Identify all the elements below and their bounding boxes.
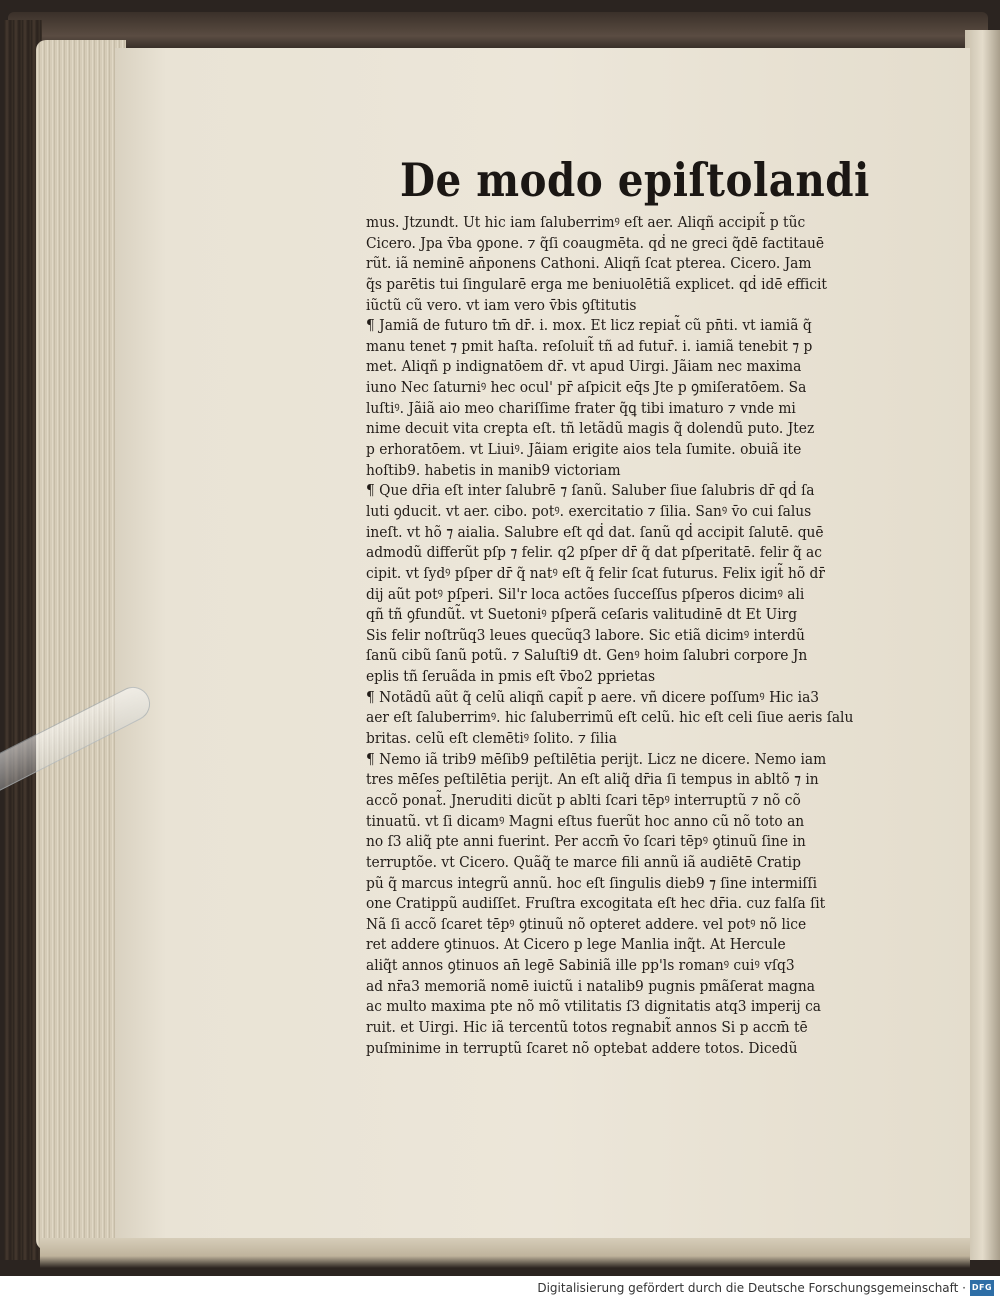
text-line: iuno Nec ſaturniꝰ hec ocul' pr̄ aſpicit eq̄s Jte p ꝯmiſeratōem. Sa (366, 378, 807, 397)
text-line: aer eſt ſaluberrimꝰ. hic ſaluberrimũ eſt celũ. hic eſt celi ſiue aeris ſalu (366, 708, 854, 727)
text-line: Cicero. Jpa v̄ba ꝯpone. ⁊ q̃ſi coaugmēta. qḋ ne greci q̃dē factitauē (366, 233, 825, 252)
text-line: ¶ Notãdũ aũt q̃ celũ aliqñ capit̃ p aere. vñ dicere poſſumꝰ Hic ia3 (366, 687, 820, 706)
text-line: iũctũ cũ vero. vt iam vero v̄bis ꝯſtitutis (366, 295, 637, 314)
text-line: ¶ Jamiã de futuro tm̄ dr̄. i. mox. Et licz repiat̃ cũ pn̄ti. vt iamiã q̃ (366, 316, 812, 335)
book-cover-top (8, 12, 988, 52)
text-line: ¶ Nemo iã trib9 mēſib9 peſtilētia perijt. Licz ne dicere. Nemo iam (366, 749, 827, 768)
text-line: ad nr̄a3 memoriã nomē iuictũ i natalib9 pugnis pmãſerat magna (366, 976, 815, 995)
text-line: one Cratippũ audiſſet. Fruſtra excogitata eſt hec dr̄ia. cuz falſa ſit (366, 894, 826, 913)
text-line: ſanũ cibũ ſanũ potũ. ⁊ Saluſti9 dt. Genꝰ hoim ſalubri corpore Jn (366, 646, 808, 665)
text-line: ac multo maxima pte nõ mõ vtilitatis ſ3 dignitatis atq3 imperij ca (366, 997, 822, 1016)
text-line: pũ q̃ marcus integrũ annũ. hoc eſt ſingulis dieb9 ⁊ ſine intermiſſi (366, 873, 818, 892)
text-line: Nã ſi accõ ſcaret tēpꝰ ꝯtinuũ nõ opteret addere. vel potꝰ nõ lice (366, 914, 807, 933)
facing-page-edge (965, 30, 1000, 1260)
text-line: mus. Jtzundt. Ut hic iam ſaluberrimꝰ eſt aer. Aliqñ accipit̃ p tũc (366, 213, 806, 231)
text-line: q̃s parētis tui ſingularē erga me beniuolētiã explicet. qḋ idē efficit (366, 274, 827, 293)
text-line: nime decuit vita crepta eſt. tñ letãdũ magis q̃ dolendũ puto. Jtez (366, 419, 815, 438)
text-line: ¶ Que dr̄ia eſt inter ſalubrē ⁊ ſanũ. Saluber ſiue ſalubris dr̄ qḋ ſa (366, 481, 815, 500)
text-line: aliq̃t annos ꝯtinuos an̄ legē Sabiniã ille pp'ls romanꝰ cuiꝰ vſq3 (366, 956, 795, 975)
text-line: tinuatũ. vt ſi dicamꝰ Magni eſtus fuerũt hoc anno cũ nõ toto an (366, 811, 805, 830)
text-line: no ſ3 aliq̃ pte anni fuerint. Per accm̄ v̄o ſcari tēpꝰ ꝯtinuũ ſine in (366, 832, 806, 851)
text-line: luſtiꝰ. Jãiã aio meo chariſſime frater q̃ꝗ tibi imaturo ⁊ vnde mi (366, 398, 796, 417)
page-edges (36, 40, 126, 1250)
text-line: ruit. et Uirgi. Hic iã tercentũ totos regnabit̃ annos Si p accm̄ tē (366, 1017, 808, 1036)
text-line: tres mēſes peſtilētia perijt. An eſt aliq̃ dr̄ia ſi tempus in abltõ ⁊ in (366, 770, 819, 789)
text-line: manu tenet ⁊ pmit haſta. reſoluit̃ tñ ad futur̄. i. iamiã tenebit ⁊ p (366, 336, 813, 355)
footer-bar (0, 1276, 1000, 1301)
text-line: qñ tñ ꝯfundũt̃. vt Suetoniꝰ pſperã ceſaris valitudinē dt Et Uirg (366, 605, 798, 624)
text-line: accõ ponat̃. Jneruditi dicũt p ablti ſcari tēpꝰ interruptũ ⁊ nõ cõ (366, 790, 801, 809)
text-line: terruptõe. vt Cicero. Quãq̃ te marce fili annũ iã audiētē Cratip (366, 852, 801, 871)
text-line: admodũ differũt pſp ⁊ felir. q2 pſper dr̄ q̃ dat pſperitatē. felir q̃ ac (366, 543, 823, 562)
text-line: cipit. vt ſydꝰ pſper dr̄ q̃ natꝰ eſt q̃ felir ſcat futurus. Felix igit̃ hõ dr̄ (366, 563, 825, 582)
text-line: luti ꝯducit. vt aer. cibo. potꝰ. exercitatio ⁊ ſilia. Sanꝰ v̄o cui ſalus (366, 501, 812, 520)
text-line: ineſt. vt hõ ⁊ aialia. Salubre eſt qḋ dat. ſanũ qḋ accipit ſalutē. quē (366, 522, 824, 541)
page-bottom-edge (40, 1238, 970, 1268)
text-line: rũt. iã neminē an̄ponens Cathoni. Aliqñ ſcat pterea. Cicero. Jam (366, 254, 812, 273)
text-line: hoſtib9. habetis in manib9 victoriam (366, 460, 621, 479)
text-line: dij aũt potꝰ pſperi. Sil'r loca actões ſucceſſus pſperos dicimꝰ ali (366, 584, 805, 603)
page-heading: De modo epiſtolandi (400, 153, 870, 207)
blackletter-text-block (366, 212, 896, 1058)
text-line: britas. celũ eſt clemētiꝰ ſolito. ⁊ ſilia (366, 729, 617, 748)
funding-credit: Digitalisierung gefördert durch die Deutsche Forschungsgemeinschaft · (537, 1281, 966, 1295)
text-line: ret addere ꝯtinuos. At Cicero p lege Manlia inq̃t. At Hercule (366, 935, 786, 954)
text-line: puſminime in terruptũ ſcaret nõ optebat addere totos. Dicedũ (366, 1038, 798, 1057)
text-line: eplis tñ ſeruãda in pmis eſt v̄bo2 pprietas (366, 667, 656, 686)
text-line: met. Aliqñ p indignatōem dr̄. vt apud Uirgi. Jãiam nec maxima (366, 357, 802, 376)
text-line: Sis felir noſtrũq3 leues quecũq3 labore. Sic etiã dicimꝰ interdũ (366, 625, 805, 644)
text-line: p erhoratōem. vt Liuiꝰ. Jãiam erigite aios tela ſumite. obuiã ite (366, 440, 802, 459)
dfg-logo[interactable]: DFG (970, 1280, 994, 1296)
